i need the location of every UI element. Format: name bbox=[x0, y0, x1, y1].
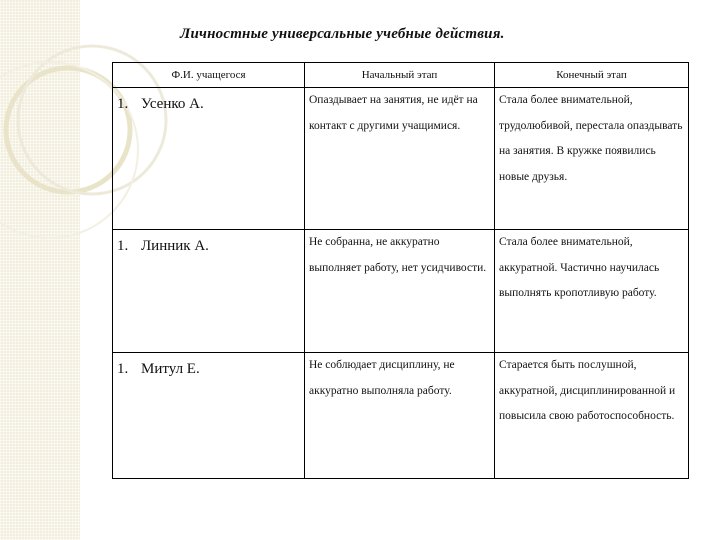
header-final-stage: Конечный этап bbox=[495, 63, 689, 88]
student-name: Митул Е. bbox=[141, 361, 200, 377]
progress-table bbox=[112, 62, 689, 479]
row-number: 1. bbox=[117, 238, 129, 254]
initial-stage-cell: Не соблюдает дисциплину, не аккуратно выполняла работу. bbox=[305, 353, 495, 479]
header-initial-stage: Начальный этап bbox=[305, 63, 495, 88]
table-header-row bbox=[113, 63, 689, 88]
table-row bbox=[113, 88, 689, 230]
table-row bbox=[113, 353, 689, 479]
row-number: 1. bbox=[117, 96, 129, 112]
final-stage-cell: Старается быть послушной, аккуратной, дисциплинированной и повысила свою работоспособность. bbox=[495, 353, 689, 479]
header-student-name: Ф.И. учащегося bbox=[113, 63, 305, 88]
initial-stage-cell: Опаздывает на занятия, не идёт на контакт с другими учащимися. bbox=[305, 88, 495, 230]
student-name: Линник А. bbox=[141, 238, 209, 254]
student-name-cell bbox=[113, 230, 305, 353]
table-row bbox=[113, 230, 689, 353]
final-stage-cell: Стала более внимательной, трудолюбивой, перестала опаздывать на занятия. В кружке появились новые друзья. bbox=[495, 88, 689, 230]
student-name: Усенко А. bbox=[141, 96, 204, 112]
student-name-cell bbox=[113, 353, 305, 479]
final-stage-cell: Стала более внимательной, аккуратной. Частично научилась выполнять кропотливую работу. bbox=[495, 230, 689, 353]
student-name-cell bbox=[113, 88, 305, 230]
page-title: Личностные универсальные учебные действия. bbox=[180, 26, 505, 42]
initial-stage-cell: Не собранна, не аккуратно выполняет работу, нет усидчивости. bbox=[305, 230, 495, 353]
row-number: 1. bbox=[117, 361, 129, 377]
